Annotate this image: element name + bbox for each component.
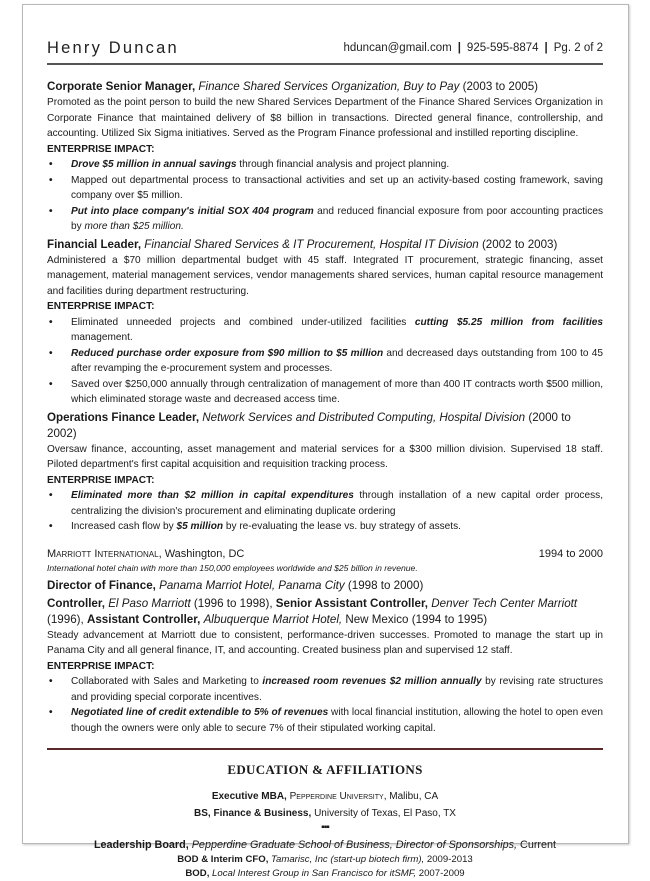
job-title	[47, 596, 603, 628]
education-heading: EDUCATION & AFFILIATIONS	[227, 762, 423, 777]
text-run: (2003 to 2005)	[459, 80, 539, 93]
text-run: El Paso Marriott	[108, 596, 191, 610]
text-run: Assistant Controller,	[86, 612, 204, 626]
impact-list	[47, 674, 603, 736]
resume-header	[47, 5, 603, 65]
text-run: University of Texas, El Paso, TX	[314, 808, 456, 819]
text-run: (1996),	[47, 612, 87, 626]
text-run: (2000 to 2002)	[47, 410, 571, 440]
text-run: with local financial institution, allowing the hotel to open even though the owners were only able to secure 7% of their stipulated working capital.	[71, 707, 603, 734]
impact-label: ENTERPRISE IMPACT:	[47, 143, 155, 155]
phone: 925-595-8874	[466, 42, 539, 54]
impact-bullet	[47, 519, 603, 535]
text-run: 2009-2013	[424, 854, 473, 865]
text-run: more than $25 million.	[84, 221, 184, 232]
job-title	[47, 237, 603, 253]
text-run: Increased cash flow by	[71, 521, 177, 532]
text-run: (1996 to 1998),	[190, 596, 276, 610]
text-run: Pepperdine University	[289, 791, 384, 802]
impact-bullet	[47, 157, 603, 173]
text-run: Finance Shared Services Organization, Buy to Pay	[198, 80, 460, 93]
text-run: through installation of a new capital order process, centralizing the division's procurement and eliminating duplicate ordering	[71, 490, 603, 517]
text-run: Negotiated line of credit extendible to 5% of revenues	[71, 707, 329, 718]
text-run: Senior Assistant Controller,	[275, 596, 432, 610]
text-run: by revising rate structures and providing special corporate incentives.	[71, 676, 603, 703]
text-run: Eliminated more than $2 million in capital expenditures	[71, 490, 354, 501]
impact-bullet	[47, 346, 603, 377]
text-run: $5 million	[176, 521, 224, 532]
text-run: Eliminated unneeded projects and combined under-utilized facilities	[71, 316, 415, 328]
experience-section	[47, 79, 603, 535]
text-run: Mapped out departmental process to transactional activities and set up an activity-based costing framework, saving company over $5 million.	[71, 174, 603, 201]
text-run: Current	[517, 839, 557, 851]
job-summary	[47, 95, 603, 142]
impact-label: ENTERPRISE IMPACT:	[47, 660, 155, 672]
text-run: and decreased days outstanding from 100 to 45 after revamping the e-procurement system and processes.	[71, 347, 603, 374]
text-run: Administered a $70 million departmental budget with 45 staff. Integrated IT procurement, strategic financing, asset management, material management services, vendor managements shared services, human capital resource management and facilities during department restructuring.	[47, 254, 603, 297]
text-run: Pepperdine Graduate School of Business, Director of Sponsorships,	[191, 839, 518, 851]
text-run: 2007-2009	[416, 868, 465, 879]
text-run: Collaborated with Sales and Marketing to	[71, 676, 263, 687]
text-run: BOD & Interim CFO,	[177, 854, 272, 865]
text-run: Tamarisc, Inc (start-up biotech firm),	[271, 854, 425, 865]
impact-bullet	[47, 377, 603, 408]
text-run: Corporate Senior Manager,	[47, 80, 199, 93]
page-number: Pg. 2 of 2	[553, 42, 603, 54]
company-dates: 1994 to 2000	[538, 547, 603, 560]
text-run: Panama Marriot Hotel, Panama City	[159, 578, 345, 592]
text-run: Executive MBA,	[211, 791, 290, 802]
degree	[47, 805, 603, 822]
job-title	[47, 578, 603, 594]
text-run: increased room revenues $2 million annually	[262, 676, 482, 687]
impact-label: ENTERPRISE IMPACT:	[47, 474, 155, 486]
job-summary	[47, 253, 603, 300]
email[interactable]: hduncan@gmail.com	[343, 42, 452, 54]
candidate-name: Henry Duncan	[47, 39, 179, 57]
separator: |	[544, 42, 548, 54]
leadership-role	[47, 838, 603, 853]
resume-page	[22, 4, 629, 879]
impact-bullet	[47, 674, 603, 705]
section-divider	[47, 748, 603, 750]
text-run: Operations Finance Leader,	[47, 410, 203, 424]
text-run: Steady advancement at Marriott due to consistent, performance-driven successes. Promoted to manage the start up in Panama City and all general finance, IT, and accounting. Created business plan and supervised 12 staff.	[47, 629, 603, 656]
impact-list	[47, 315, 603, 408]
text-run: BOD,	[185, 868, 213, 879]
job-title	[47, 410, 603, 442]
text-run: Financial Shared Services & IT Procurement, Hospital IT Division	[144, 237, 479, 251]
impact-bullet	[47, 488, 603, 519]
text-run: Financial Leader,	[47, 237, 145, 251]
company-name: Marriott International	[47, 547, 159, 560]
impact-bullet	[47, 315, 603, 346]
impact-bullet	[47, 173, 603, 204]
education-section	[47, 762, 603, 881]
impact-list	[47, 488, 603, 535]
text-run: Albuquerque Marriot Hotel,	[203, 612, 343, 626]
text-run: Leadership Board,	[93, 839, 192, 851]
marriott-section	[47, 547, 603, 737]
impact-label: ENTERPRISE IMPACT:	[47, 301, 155, 312]
degree	[47, 788, 603, 805]
contact-info	[344, 42, 604, 54]
text-run: management.	[71, 332, 133, 343]
text-run: and reduced financial exposure from poor accounting practices by	[71, 205, 603, 232]
board-role	[47, 853, 603, 867]
text-run: through financial analysis and project planning.	[236, 159, 450, 170]
text-run: by re-evaluating the lease vs. buy strategy of assets.	[223, 521, 461, 532]
text-run: (1998 to 2000)	[344, 578, 424, 592]
impact-bullet	[47, 705, 603, 736]
job-title	[47, 79, 603, 95]
text-run: New Mexico (1994 to 1995)	[342, 612, 488, 626]
company-line	[47, 547, 603, 562]
separator: |	[457, 42, 461, 54]
text-run: Oversaw finance, accounting, asset management and material services for a $300 million division. Supervised 18 staff. Piloted department's first capital acquisition and requisition tracking process.	[47, 443, 603, 470]
text-run: Promoted as the point person to build the new Shared Services Department of the Finance Shared Services Organization in Corporate Finance that maintained delivery of $8 billion in transactions. Directed general finance, controllership, and accounting. Utilized Six Sigma initiatives. Served as the Program Finance professional and instilled reporting discipline.	[47, 97, 603, 139]
text-run: cutting $5.25 million from facilities	[414, 316, 603, 328]
job-summary	[47, 442, 603, 473]
company-description: International hotel chain with more than 150,000 employees worldwide and $25 billion in revenue.	[47, 562, 418, 573]
text-run: Saved over $250,000 annually through centralization of management of more than 400 IT contracts worth $500 million, which eliminated storage waste and decreased access time.	[71, 378, 603, 405]
job-summary	[47, 628, 603, 659]
text-run: , Malibu, CA	[383, 791, 439, 802]
text-run: Local Interest Group in San Francisco for itSMF,	[212, 868, 417, 879]
text-run: Reduced purchase order exposure from $90 million to $5 million	[71, 347, 384, 359]
text-run: (2002 to 2003)	[478, 237, 558, 251]
board-role	[47, 867, 603, 881]
text-run: BS, Finance & Business,	[194, 808, 315, 819]
text-run: Director of Finance,	[47, 578, 160, 592]
text-run: Put into place company's initial SOX 404 program	[71, 205, 314, 217]
text-run: Drove $5 million in annual savings	[71, 159, 237, 170]
text-run: Denver Tech Center Marriott	[431, 596, 578, 610]
resume-content	[47, 5, 603, 881]
company-location: , Washington, DC	[158, 547, 245, 560]
impact-bullet	[47, 204, 603, 235]
text-run: Network Services and Distributed Computing, Hospital Division	[202, 410, 526, 424]
separator-dots: ▪▪▪	[321, 822, 329, 833]
impact-list	[47, 157, 603, 235]
text-run: Controller,	[47, 596, 109, 610]
